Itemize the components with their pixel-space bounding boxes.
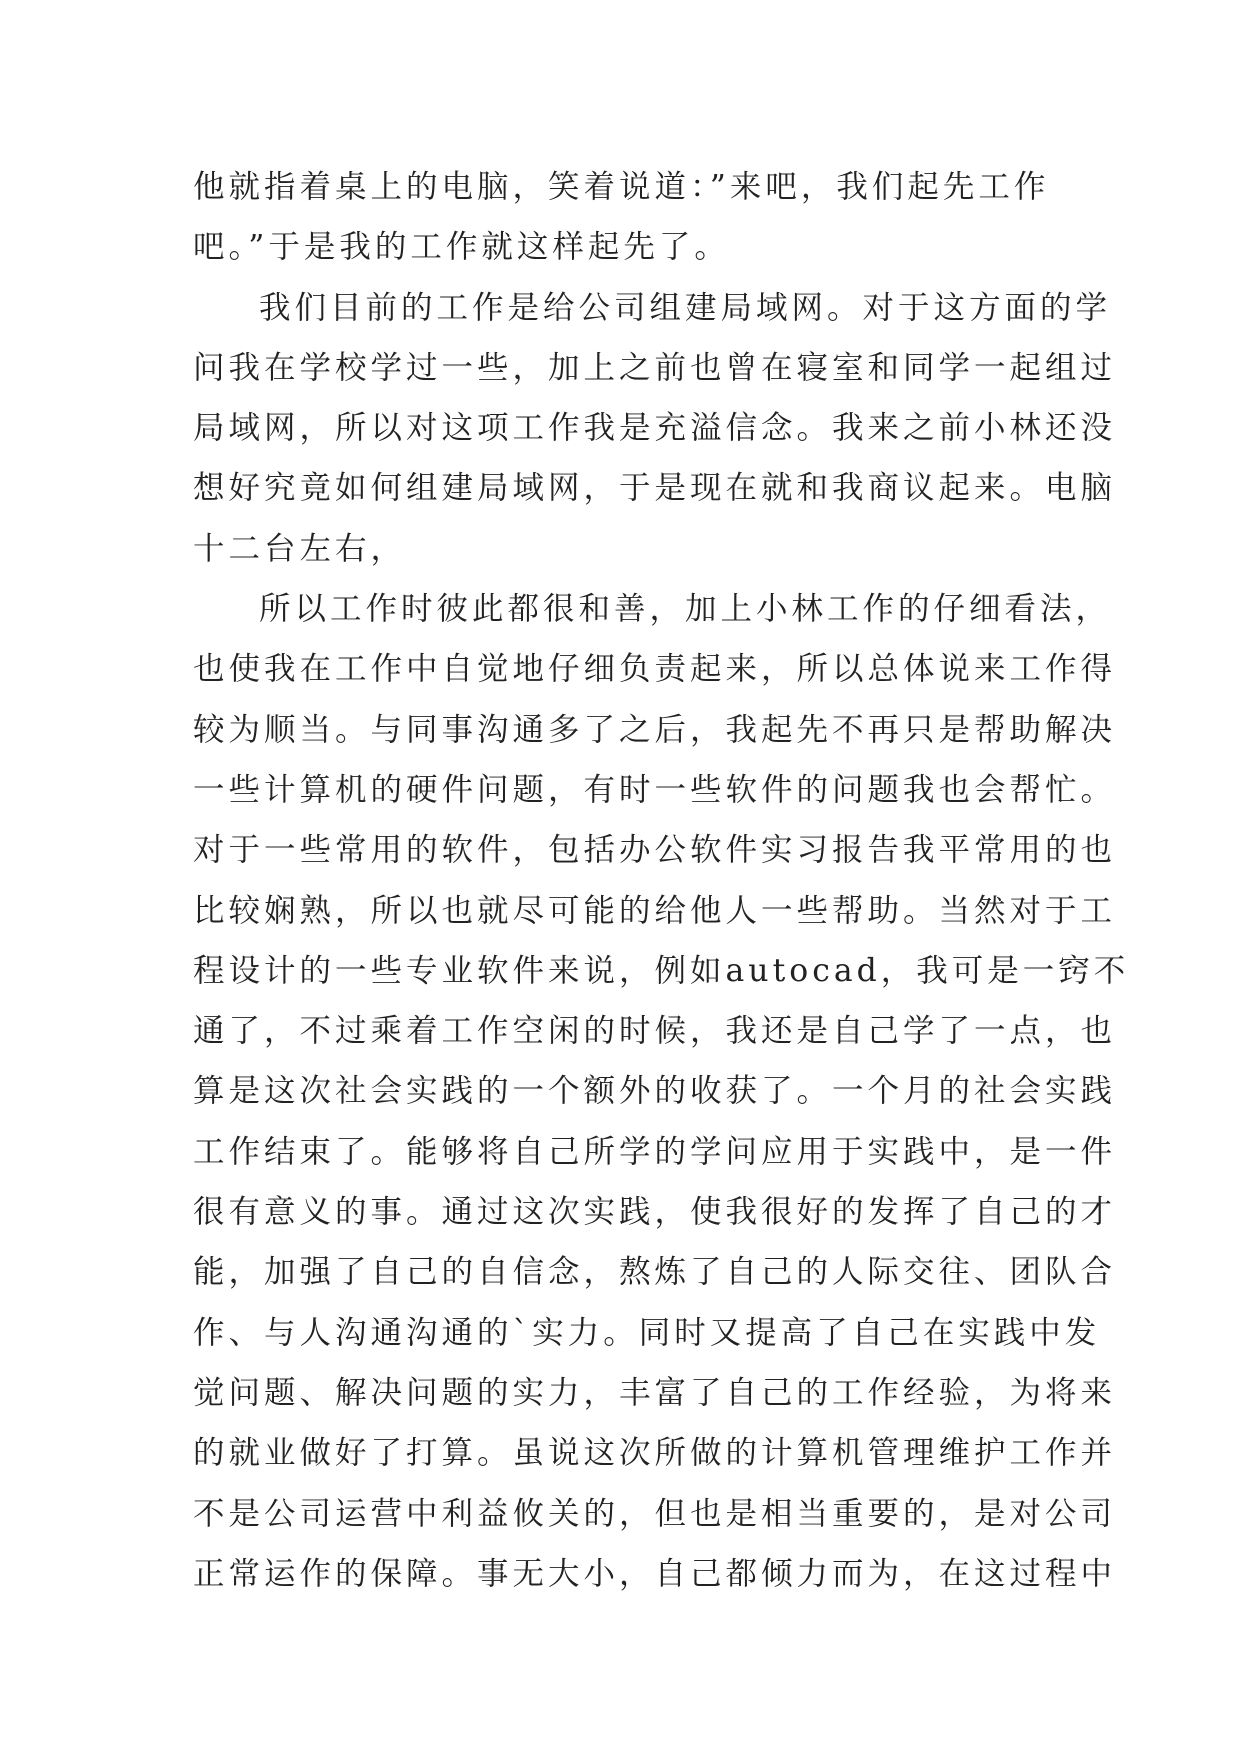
text-line: 也使我在工作中自觉地仔细负责起来，所以总体说来工作得 — [193, 651, 1117, 688]
body-text — [193, 157, 1130, 1604]
text-line: 他就指着桌上的电脑，笑着说道：”来吧，我们起先工作 — [193, 169, 1050, 205]
text-line: 较为顺当。与同事沟通多了之后，我起先不再只是帮助解决 — [193, 711, 1117, 748]
paragraph-start-line: 所以工作时彼此都很和善，加上小林工作的仔细看法， — [259, 591, 1112, 628]
text-line: 问我在学校学过一些，加上之前也曾在寝室和同学一起组过 — [193, 349, 1117, 386]
text-line: 正常运作的保障。事无大小，自己都倾力而为，在这过程中 — [193, 1555, 1117, 1592]
text-line: 很有意义的事。通过这次实践，使我很好的发挥了自己的才 — [193, 1194, 1117, 1231]
text-line: 的就业做好了打算。虽说这次所做的计算机管理维护工作并 — [193, 1435, 1117, 1472]
text-line: 对于一些常用的软件，包括办公软件实习报告我平常用的也 — [193, 832, 1117, 869]
text-line: 局域网，所以对这项工作我是充溢信念。我来之前小林还没 — [193, 410, 1117, 447]
text-line: 吧。”于是我的工作就这样起先了。 — [193, 229, 730, 266]
text-line: 一些计算机的硬件问题，有时一些软件的问题我也会帮忙。 — [193, 771, 1117, 808]
text-line: 不是公司运营中利益攸关的，但也是相当重要的，是对公司 — [193, 1495, 1117, 1532]
text-line: 作、与人沟通沟通的`实力。同时又提高了自己在实践中发 — [193, 1314, 1101, 1351]
text-line: 想好究竟如何组建局域网，于是现在就和我商议起来。电脑 — [193, 470, 1117, 507]
text-line: 工作结束了。能够将自己所学的学问应用于实践中，是一件 — [193, 1133, 1117, 1170]
text-line: 十二台左右， — [193, 530, 407, 567]
text-line: 算是这次社会实践的一个额外的收获了。一个月的社会实践 — [193, 1073, 1117, 1110]
text-line: 比较娴熟，所以也就尽可能的给他人一些帮助。当然对于工 — [193, 892, 1117, 929]
text-line: 觉问题、解决问题的实力，丰富了自己的工作经验，为将来 — [193, 1374, 1117, 1411]
paragraph-start-line: 我们目前的工作是给公司组建局域网。对于这方面的学 — [259, 289, 1112, 326]
text-line: 程设计的一些专业软件来说，例如autocad，我可是一窍不 — [193, 952, 1130, 989]
text-line: 通了，不过乘着工作空闲的时候，我还是自己学了一点，也 — [193, 1013, 1117, 1050]
text-line: 能，加强了自己的自信念，熬炼了自己的人际交往、团队合 — [193, 1254, 1117, 1291]
